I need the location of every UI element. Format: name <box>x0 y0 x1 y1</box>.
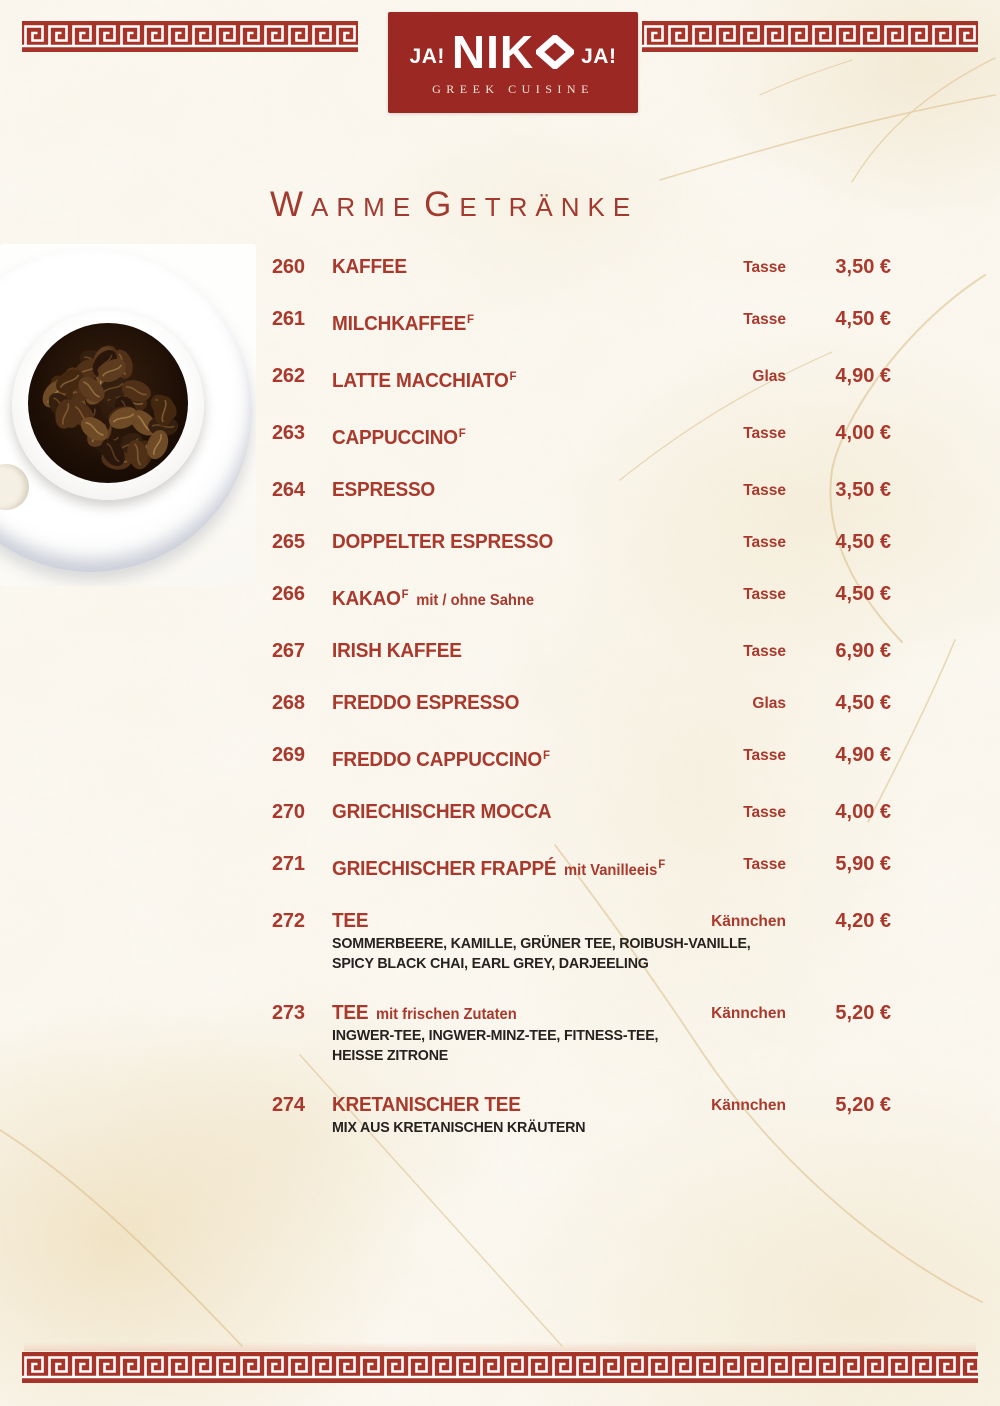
serving-size: Tasse <box>743 425 786 442</box>
allergen-superscript: F <box>542 748 550 762</box>
allergen-superscript: F <box>658 857 666 871</box>
menu-item-row <box>272 640 891 664</box>
item-name: LATTE MACCHIATO <box>332 370 509 392</box>
menu-item-row <box>272 692 891 716</box>
serving-size: Kännchen <box>711 1005 786 1022</box>
greek-key-border-top-right <box>642 21 978 52</box>
item-number: 273 <box>272 1002 305 1024</box>
greek-key-border-top-left <box>22 21 358 52</box>
menu-item-row <box>272 479 891 503</box>
serving-size: Tasse <box>743 534 786 551</box>
item-number: 266 <box>272 583 305 605</box>
serving-size: Tasse <box>743 856 786 873</box>
item-price: 5,90 € <box>835 853 891 875</box>
item-name: GRIECHISCHER MOCCA <box>332 801 552 823</box>
item-name-column <box>332 801 666 825</box>
item-number: 272 <box>272 910 305 932</box>
item-name: FREDDO ESPRESSO <box>332 692 520 714</box>
item-number: 264 <box>272 479 305 501</box>
item-name: CAPPUCCINO <box>332 427 458 449</box>
serving-size: Kännchen <box>711 1097 786 1114</box>
menu-item-row <box>272 583 891 612</box>
drinks-menu-list <box>272 256 891 1138</box>
item-price: 4,50 € <box>835 308 891 330</box>
item-number: 267 <box>272 640 305 662</box>
item-price: 6,90 € <box>835 640 891 662</box>
item-extra: mit Vanilleeis <box>564 862 658 879</box>
item-name: KAKAO <box>332 588 401 610</box>
logo-wordmark <box>409 25 617 78</box>
item-number: 260 <box>272 256 305 278</box>
item-name: FREDDO CAPPUCCINO <box>332 749 543 771</box>
item-name: TEE <box>332 910 369 932</box>
item-name-column <box>332 640 666 664</box>
title-word-1: WARME <box>270 185 419 224</box>
serving-size: Tasse <box>743 804 786 821</box>
item-number: 269 <box>272 744 305 766</box>
menu-item-row <box>272 365 891 394</box>
logo-ja-left: JA! <box>409 44 445 68</box>
coffee-beans <box>28 323 188 483</box>
menu-item-row <box>272 910 891 974</box>
item-description: INGWER-TEE, INGWER-MINZ-TEE, FITNESS-TEE, <box>332 1027 659 1044</box>
item-name: IRISH KAFFEE <box>332 640 462 662</box>
menu-item-row <box>272 853 891 882</box>
item-number: 265 <box>272 531 305 553</box>
item-name: KAFFEE <box>332 256 407 278</box>
allergen-superscript: F <box>509 369 517 383</box>
item-price: 4,50 € <box>835 531 891 553</box>
serving-size: Glas <box>752 368 786 385</box>
diamond-o-icon <box>536 35 574 69</box>
serving-size: Glas <box>752 695 786 712</box>
item-description: SPICY BLACK CHAI, EARL GREY, DARJEELING <box>332 955 649 972</box>
item-price: 4,00 € <box>835 801 891 823</box>
menu-item-row <box>272 531 891 555</box>
title-word-2: GETRÄNKE <box>424 185 639 224</box>
greek-key-border-bottom <box>22 1352 978 1383</box>
item-extra: mit / ohne Sahne <box>416 592 535 609</box>
allergen-superscript: F <box>458 426 466 440</box>
menu-item-row <box>272 744 891 773</box>
item-description: SOMMERBEERE, KAMILLE, GRÜNER TEE, ROIBUSH-VANILLE, <box>332 935 751 952</box>
serving-size: Tasse <box>743 259 786 276</box>
item-price: 4,50 € <box>835 583 891 605</box>
item-price: 4,90 € <box>835 744 891 766</box>
item-name-column <box>332 744 666 773</box>
item-name: ESPRESSO <box>332 479 436 501</box>
restaurant-logo <box>388 12 638 113</box>
serving-size: Tasse <box>743 482 786 499</box>
serving-size: Kännchen <box>711 913 786 930</box>
menu-item-row <box>272 256 891 280</box>
menu-item-row <box>272 308 891 337</box>
item-price: 4,00 € <box>835 422 891 444</box>
item-number: 270 <box>272 801 305 823</box>
item-description: MIX AUS KRETANISCHEN KRÄUTERN <box>332 1119 586 1136</box>
item-name: KRETANISCHER TEE <box>332 1094 521 1116</box>
item-number: 262 <box>272 365 305 387</box>
coffee-cup-photo <box>0 244 256 586</box>
item-name-column <box>332 1002 666 1066</box>
item-name-column <box>332 853 666 882</box>
menu-item-row <box>272 1002 891 1066</box>
item-price: 5,20 € <box>835 1002 891 1024</box>
item-name-column <box>332 1094 666 1138</box>
item-number: 268 <box>272 692 305 714</box>
menu-item-row <box>272 1094 891 1138</box>
logo-subtitle: GREEK CUISINE <box>432 81 594 96</box>
page-title <box>270 184 638 228</box>
item-price: 3,50 € <box>835 256 891 278</box>
item-name: MILCHKAFFEE <box>332 313 467 335</box>
menu-item-row <box>272 801 891 825</box>
item-name-column <box>332 692 666 716</box>
item-name-column <box>332 256 666 280</box>
coffee-cup <box>12 310 204 500</box>
allergen-superscript: F <box>467 312 474 326</box>
item-number: 274 <box>272 1094 305 1116</box>
item-name-column <box>332 308 666 337</box>
item-name-column <box>332 365 666 394</box>
item-price: 4,50 € <box>835 692 891 714</box>
item-name: TEE <box>332 1002 369 1024</box>
item-name-column <box>332 531 666 555</box>
item-price: 4,90 € <box>835 365 891 387</box>
item-name: DOPPELTER ESPRESSO <box>332 531 554 553</box>
item-price: 4,20 € <box>835 910 891 932</box>
cup-interior <box>28 323 188 483</box>
item-number: 271 <box>272 853 305 875</box>
item-name-column <box>332 422 666 451</box>
item-name: GRIECHISCHER FRAPPÉ <box>332 858 557 880</box>
logo-nik-text: NIK <box>451 25 535 78</box>
item-number: 263 <box>272 422 305 444</box>
item-price: 3,50 € <box>835 479 891 501</box>
item-name-column <box>332 583 666 612</box>
item-extra: mit frischen Zutaten <box>375 1006 517 1023</box>
item-description: HEISSE ZITRONE <box>332 1047 449 1064</box>
serving-size: Tasse <box>743 747 786 764</box>
item-number: 261 <box>272 308 305 330</box>
item-price: 5,20 € <box>835 1094 891 1116</box>
logo-ja-right: JA! <box>581 44 617 68</box>
page-edge-tint <box>24 1342 976 1351</box>
item-name-column <box>332 479 666 503</box>
menu-item-row <box>272 422 891 451</box>
serving-size: Tasse <box>743 311 786 328</box>
serving-size: Tasse <box>743 586 786 603</box>
allergen-superscript: F <box>401 587 409 601</box>
serving-size: Tasse <box>743 643 786 660</box>
